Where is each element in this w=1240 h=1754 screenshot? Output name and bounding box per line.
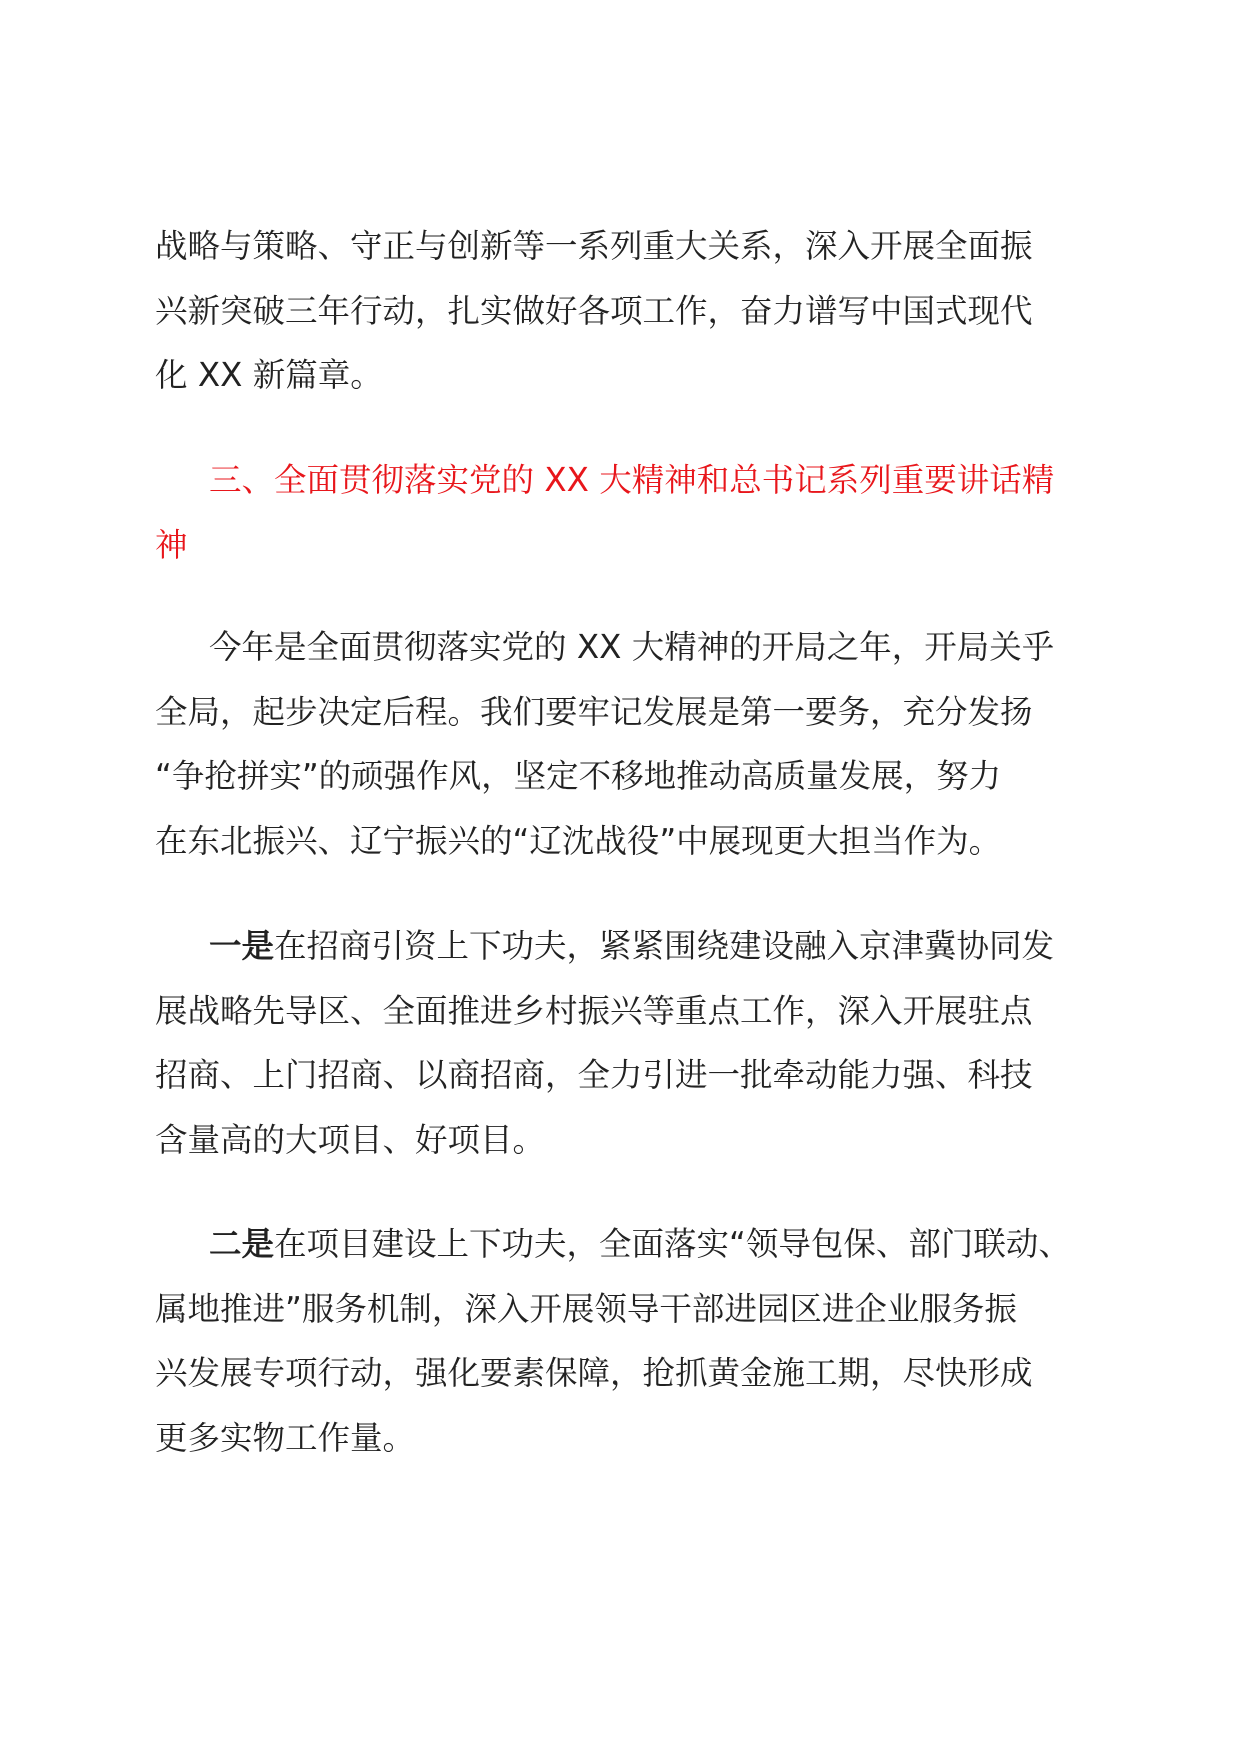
- paragraph-line: 招商、上门招商、以商招商，全力引进一批牵动能力强、科技: [155, 1056, 1033, 1094]
- paragraph-line: 战略与策略、守正与创新等一系列重大关系，深入开展全面振: [155, 227, 1033, 265]
- paragraph-line: 更多实物工作量。: [155, 1418, 416, 1457]
- paragraph-text: 在项目建设上下功夫，全面落实“领导包保、部门联动、: [274, 1225, 1071, 1263]
- paragraph-line: 兴发展专项行动，强化要素保障，抢抓黄金施工期，尽快形成: [155, 1354, 1033, 1392]
- paragraph-line: 展战略先导区、全面推进乡村振兴等重点工作，深入开展驻点: [155, 991, 1033, 1030]
- paragraph-line: “争抢拼实”的顽强作风，坚定不移地推动高质量发展，努力: [155, 757, 1002, 795]
- paragraph-3: [155, 914, 1090, 1172]
- paragraph-line: 含量高的大项目、好项目。: [155, 1120, 546, 1159]
- heading-line: 神: [155, 525, 188, 564]
- paragraph-line: 在东北振兴、辽宁振兴的“辽沈战役”中展现更大担当作为。: [155, 821, 1002, 860]
- paragraph-1: [155, 214, 1090, 408]
- paragraph-line: 属地推进”服务机制，深入开展领导干部进园区进企业服务振: [155, 1289, 1017, 1328]
- paragraph-line: 兴新突破三年行动，扎实做好各项工作，奋力谱写中国式现代: [155, 291, 1033, 330]
- paragraph-line: 全局，起步决定后程。我们要牢记发展是第一要务，充分发扬: [155, 692, 1033, 731]
- paragraph-2: [155, 615, 1090, 873]
- paragraph-line: 化 XX 新篇章。: [155, 356, 383, 394]
- section-heading-3: [155, 448, 1090, 577]
- paragraph-4: [155, 1212, 1090, 1470]
- heading-line: 三、全面贯彻落实党的 XX 大精神和总书记系列重要讲话精: [209, 461, 1055, 499]
- paragraph-first-line: [155, 914, 1090, 979]
- lead-phrase: 二是: [209, 1225, 275, 1263]
- paragraph-line: 今年是全面贯彻落实党的 XX 大精神的开局之年，开局关乎: [209, 628, 1055, 666]
- lead-phrase: 一是: [209, 927, 275, 965]
- paragraph-first-line: [155, 1212, 1090, 1277]
- paragraph-text: 在招商引资上下功夫，紧紧围绕建设融入京津冀协同发: [274, 927, 1055, 965]
